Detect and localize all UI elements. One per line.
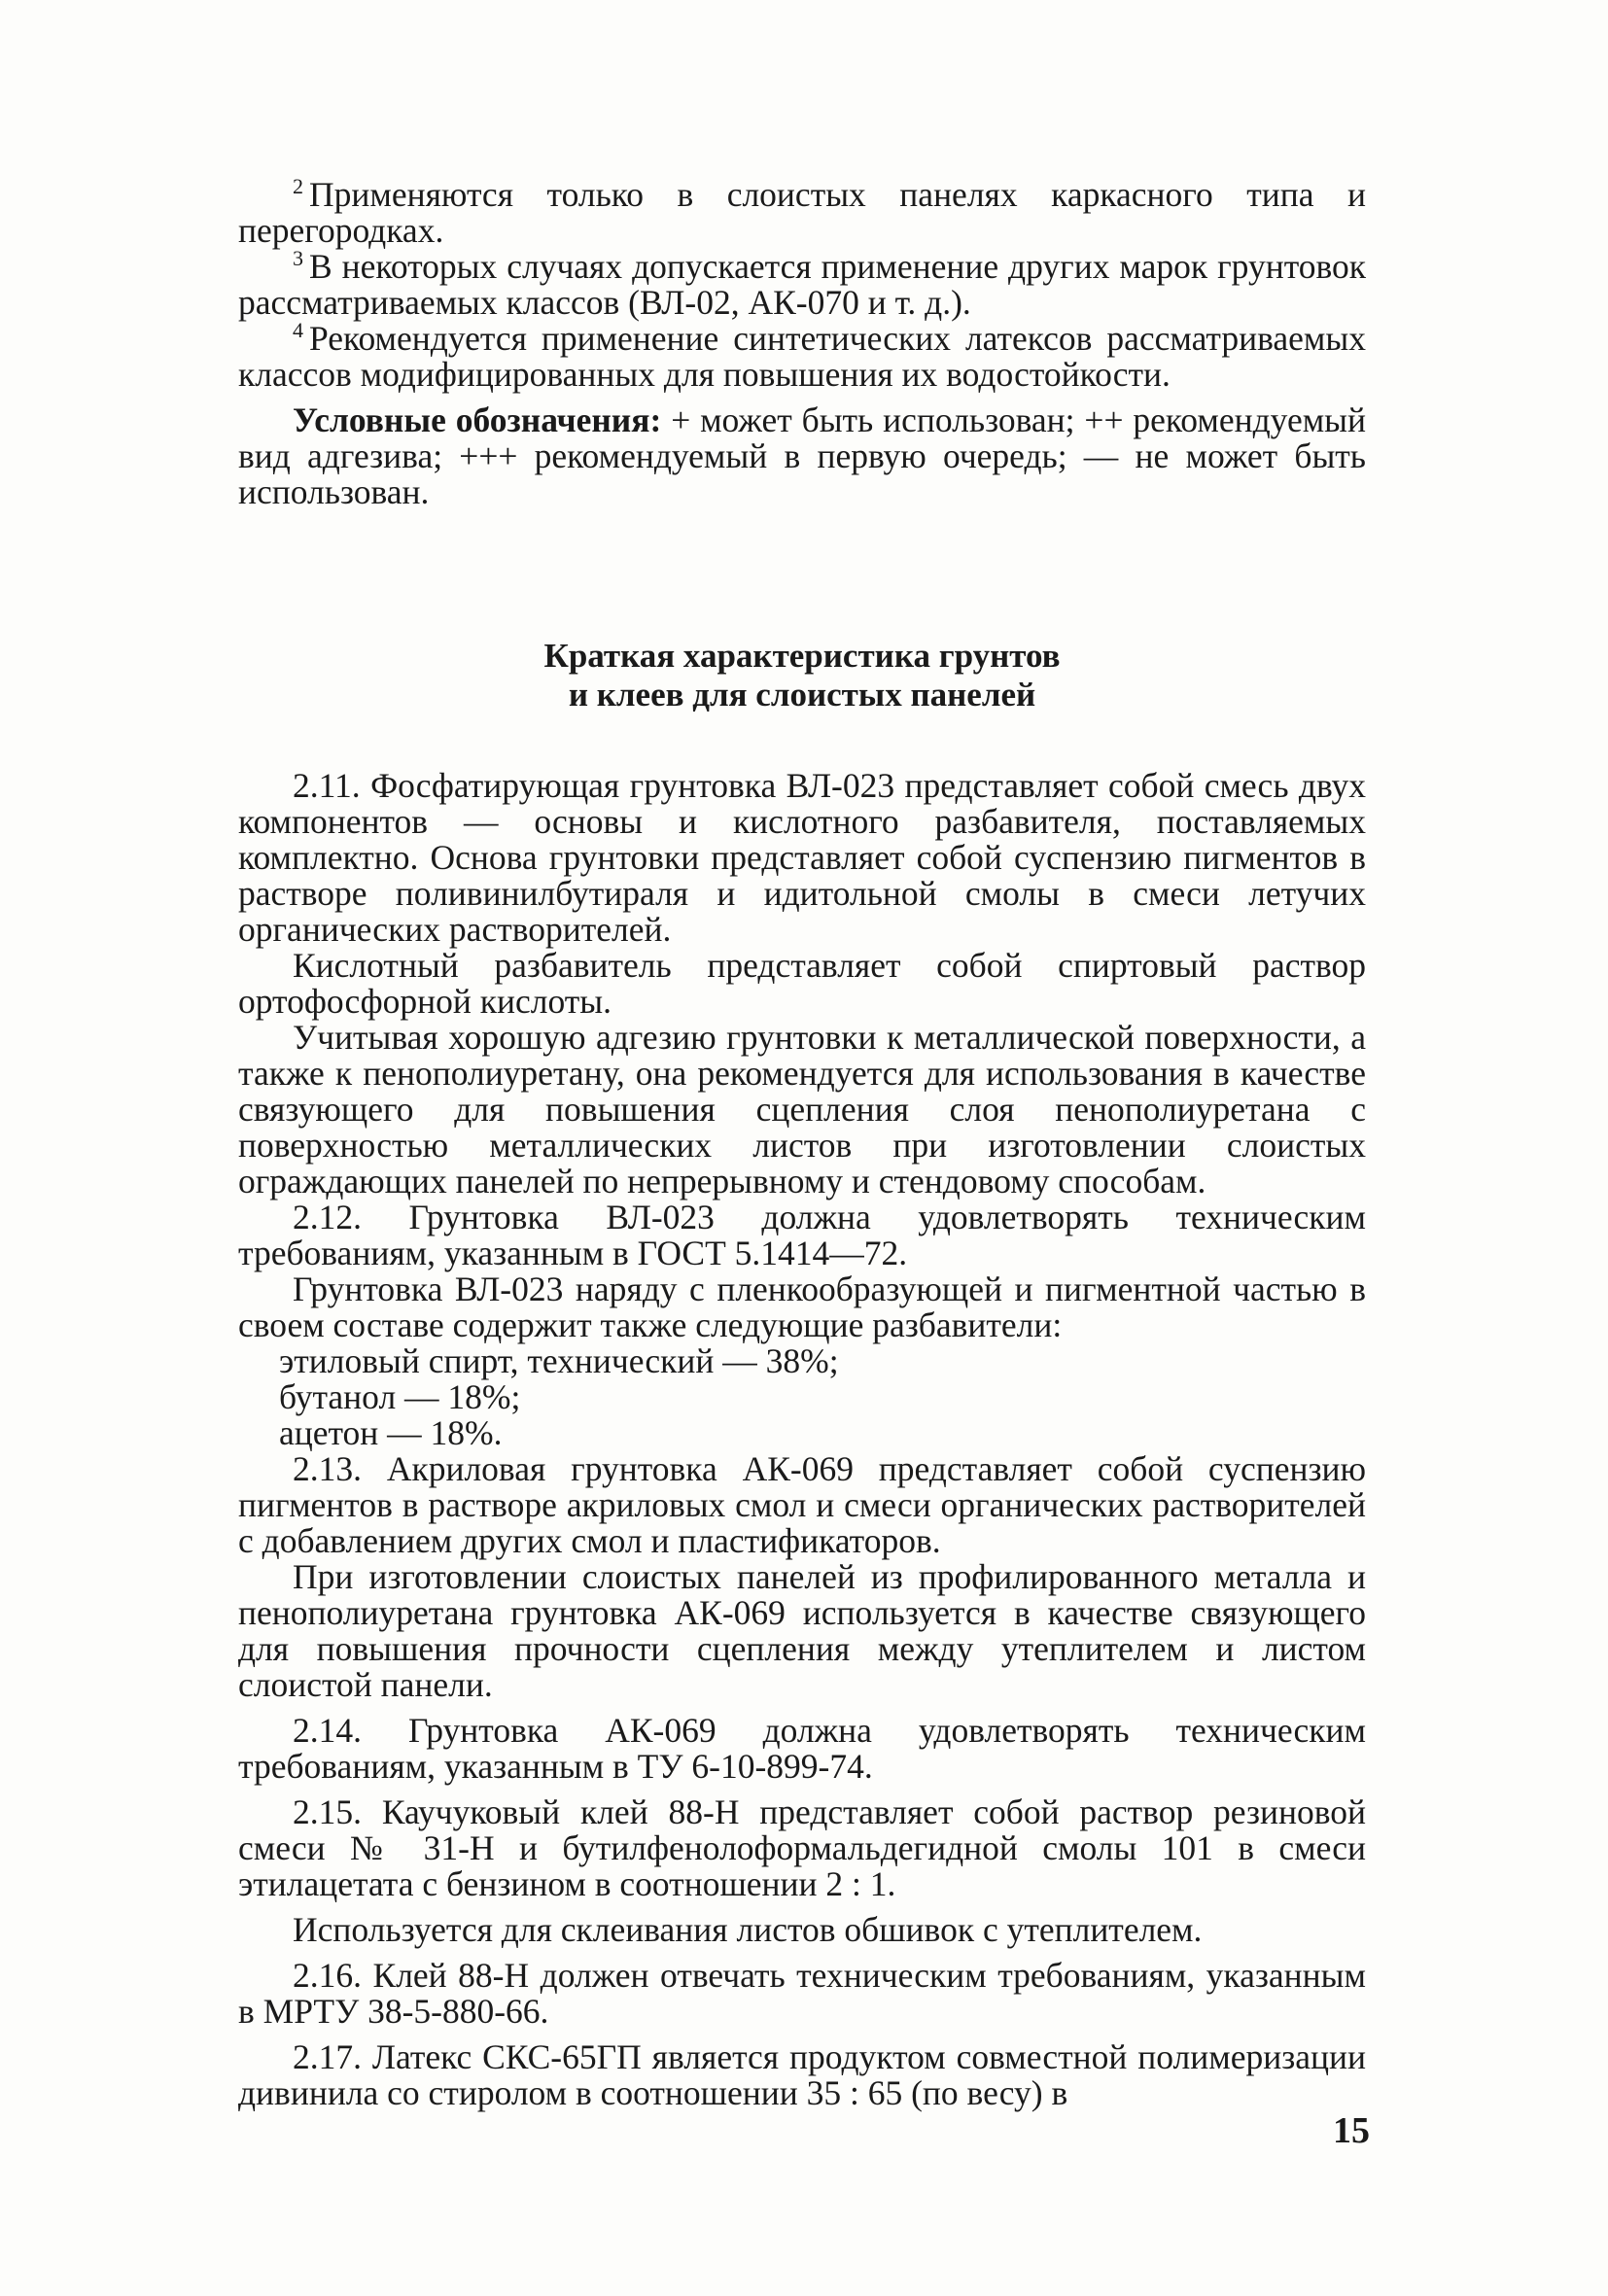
paragraph-text: Латекс СКС-65ГП является продуктом совместной полимеризации дивинила со стиролом в соотношении 35 : 65 (по весу) в	[238, 2037, 1366, 2112]
paragraph-2-15-b: Используется для склеивания листов обшивок с утеплителем.	[293, 1910, 1203, 1949]
footnote-4	[238, 318, 1366, 394]
body-text	[238, 768, 1366, 2111]
paragraph-text: Клей 88-Н должен отвечать техническим требованиям, указанным в МРТУ 38-5-880-66.	[238, 1956, 1366, 2031]
footnotes-block	[238, 174, 1367, 511]
footnote-number: 3	[293, 246, 303, 271]
footnote-number: 4	[293, 318, 303, 343]
paragraph-2-12-b: Грунтовка ВЛ-023 наряду с пленкообразующей и пигментной частью в своем составе содержит также следующие разбавители:	[238, 1270, 1366, 1344]
paragraph-2-12	[238, 1200, 1366, 1271]
legend-label: Условные обозначения:	[293, 400, 662, 439]
heading-line-2: и клеев для слоистых панелей	[568, 676, 1036, 713]
footnote-3	[238, 246, 1366, 322]
paragraph-2-11	[238, 768, 1366, 948]
page-number: 15	[1333, 2110, 1370, 2151]
heading-line-1: Краткая характеристика грунтов	[543, 637, 1061, 675]
paragraph-2-15	[238, 1794, 1366, 1902]
paragraph-number: 2.12.	[293, 1198, 362, 1236]
paragraph-2-13	[238, 1451, 1366, 1559]
paragraph-number: 2.16.	[293, 1956, 362, 1995]
footnote-text: Рекомендуется применение синтетических латексов рассматриваемых классов модифицированных для повышения их водостойкости.	[238, 319, 1366, 394]
paragraph-text: Каучуковый клей 88-Н представляет собой раствор резиновой смеси № 31-Н и бутилфенолоформальдегидной смолы 101 в смеси этилацетата с бензином в соотношении 2 : 1.	[238, 1792, 1367, 1903]
section-heading	[238, 637, 1366, 714]
paragraph-2-13-b: При изготовлении слоистых панелей из профилированного металла и пенополиуретана грунтовка АК-069 используется в качестве связующего для повышения прочности сцепления между утеплителем и листом слоистой панели.	[238, 1557, 1366, 1704]
paragraph-text: Фосфатирующая грунтовка ВЛ-023 представляет собой смесь двух компонентов — основы и кислотного разбавителя, поставляемых комплектно. Основа грунтовки представляет собой суспензию пигментов в растворе поливинилбутираля и идитольной смолы в смеси летучих органических растворителей.	[238, 766, 1366, 949]
solvent-item: ацетон — 18%.	[279, 1413, 503, 1452]
footnote-text: Применяются только в слоистых панелях каркасного типа и перегородках.	[238, 175, 1366, 250]
paragraph-number: 2.14.	[293, 1711, 362, 1750]
paragraph-number: 2.15.	[293, 1792, 362, 1831]
paragraph-2-17	[238, 2039, 1366, 2111]
legend-paragraph	[238, 402, 1366, 510]
paragraph-2-11-c: Учитывая хорошую адгезию грунтовки к металлической поверхности, а также к пенополиуретану, она рекомендуется для использования в качестве связующего для повышения сцепления слоя пенополиуретана с поверхностью металлических листов при изготовлении слоистых ограждающих панелей по непрерывному и стендовому способам.	[238, 1018, 1366, 1200]
solvent-item: бутанол — 18%;	[279, 1377, 521, 1416]
paragraph-number: 2.11.	[293, 766, 361, 805]
solvent-item: этиловый спирт, технический — 38%;	[279, 1341, 839, 1380]
footnote-2	[238, 174, 1366, 250]
paragraph-number: 2.17.	[293, 2037, 362, 2076]
footnote-text: В некоторых случаях допускается применение других марок грунтовок рассматриваемых классов (ВЛ-02, АК-070 и т. д.).	[238, 247, 1366, 322]
footnote-number: 2	[293, 174, 303, 199]
paragraph-text: Грунтовка АК-069 должна удовлетворять техническим требованиям, указанным в ТУ 6-10-899-74.	[238, 1711, 1366, 1786]
paragraph-2-14	[238, 1713, 1366, 1785]
paragraph-text: Грунтовка ВЛ-023 должна удовлетворять техническим требованиям, указанным в ГОСТ 5.1414—72.	[238, 1198, 1367, 1272]
paragraph-2-16	[238, 1958, 1366, 2030]
paragraph-2-11-b: Кислотный разбавитель представляет собой спиртовый раствор ортофосфорной кислоты.	[238, 946, 1366, 1021]
paragraph-text: Акриловая грунтовка АК-069 представляет собой суспензию пигментов в растворе акриловых смол и смеси органических растворителей с добавлением других смол и пластификаторов.	[238, 1449, 1366, 1560]
paragraph-number: 2.13.	[293, 1449, 362, 1488]
legend-text: + может быть использован; ++ рекомендуемый вид адгезива; +++ рекомендуемый в первую очередь; — не может быть использован.	[238, 400, 1367, 511]
